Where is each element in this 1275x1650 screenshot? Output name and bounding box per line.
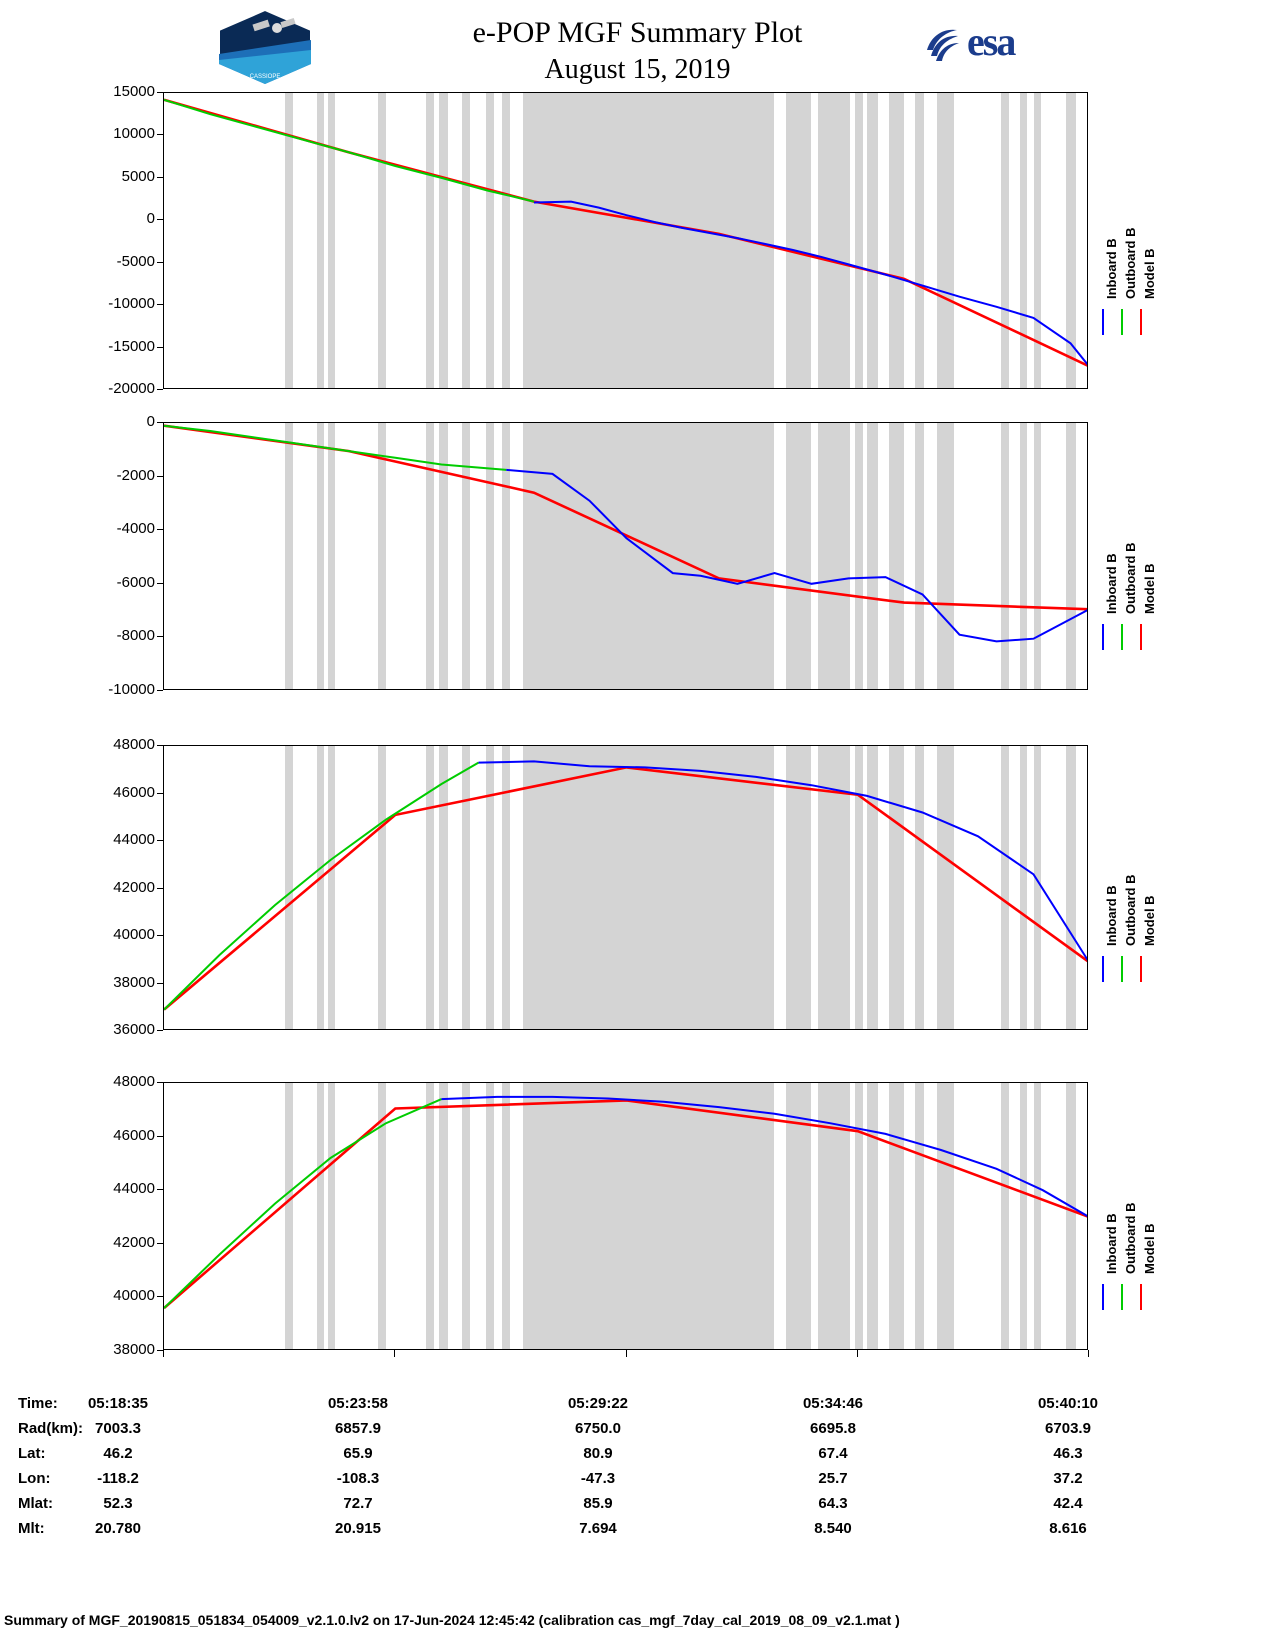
esa-swirl-icon <box>925 24 967 64</box>
table-cell: 46.2 <box>103 1445 133 1462</box>
y-axis-tick <box>157 389 163 390</box>
table-cell: 05:34:46 <box>802 1395 864 1412</box>
y-axis-tick-label: 46000 <box>113 783 155 801</box>
y-axis-tick-label: -5000 <box>116 252 155 270</box>
legend-color-swatch <box>1140 956 1142 982</box>
y-axis-tick-label: -10000 <box>108 295 155 313</box>
y-axis-tick <box>157 983 163 984</box>
legend-label: Outboard B <box>1123 874 1138 946</box>
table-cell: 52.3 <box>103 1495 133 1512</box>
legend-color-swatch <box>1102 309 1104 335</box>
legend-color-swatch <box>1121 956 1123 982</box>
table-cell: 6703.9 <box>1045 1420 1091 1437</box>
y-axis-tick-label: 44000 <box>113 1180 155 1198</box>
y-axis-tick-label: 36000 <box>113 1021 155 1038</box>
y-axis-tick-label: 38000 <box>113 973 155 991</box>
plot-panel-0 <box>163 92 1088 389</box>
table-cell: 05:40:10 <box>1037 1395 1099 1412</box>
y-axis-tick-label: 10000 <box>113 125 155 143</box>
svg-text:CASSIOPE: CASSIOPE <box>249 74 281 80</box>
legend-label: Outboard B <box>1123 227 1138 299</box>
y-axis-tick-label: 15000 <box>113 83 155 100</box>
legend-color-swatch <box>1140 624 1142 650</box>
title-line-2: August 15, 2019 <box>544 53 731 85</box>
legend-color-swatch <box>1102 1284 1104 1310</box>
table-cell: 05:23:58 <box>327 1395 389 1412</box>
trace-group <box>164 1083 1087 1349</box>
table-cell: 25.7 <box>818 1470 848 1487</box>
table-row <box>18 1520 1178 1545</box>
y-axis-tick-label: -20000 <box>108 380 155 397</box>
y-axis-tick <box>157 92 163 93</box>
table-cell: 72.7 <box>343 1495 373 1512</box>
y-axis-tick-label: -4000 <box>116 520 155 538</box>
legend-label: Model B <box>1142 1223 1157 1274</box>
y-axis-tick-label: -10000 <box>108 681 155 698</box>
plot-area <box>164 1083 1087 1349</box>
table-row <box>18 1395 1178 1420</box>
series-model-b <box>164 767 1087 1009</box>
y-axis-tick <box>157 476 163 477</box>
y-axis-tick-label: -8000 <box>116 627 155 645</box>
table-cell: 8.616 <box>1049 1520 1087 1537</box>
y-axis-tick-label: 42000 <box>113 878 155 896</box>
y-axis-tick-label: 42000 <box>113 1233 155 1251</box>
y-axis-tick <box>157 1296 163 1297</box>
table-cell: 85.9 <box>583 1495 613 1512</box>
page-title <box>0 14 1275 87</box>
y-axis-tick <box>157 583 163 584</box>
table-row <box>18 1495 1178 1520</box>
legend-label: Outboard B <box>1123 542 1138 614</box>
y-axis-tick <box>157 1243 163 1244</box>
legend-color-swatch <box>1121 1284 1123 1310</box>
y-axis-tick <box>157 1136 163 1137</box>
y-axis-tick-label: 40000 <box>113 1287 155 1305</box>
x-axis-tick <box>626 1350 627 1357</box>
esa-logo <box>925 19 1045 68</box>
legend-label: Outboard B <box>1123 1202 1138 1274</box>
x-axis-tick <box>1088 1350 1089 1357</box>
y-axis-tick <box>157 1082 163 1083</box>
series-outboard-b <box>164 763 479 1010</box>
series-outboard-b <box>164 426 506 470</box>
y-axis-tick <box>157 177 163 178</box>
table-cell: 37.2 <box>1053 1470 1083 1487</box>
legend-color-swatch <box>1102 956 1104 982</box>
table-cell: 6750.0 <box>575 1420 621 1437</box>
series-model-b <box>164 1100 1087 1308</box>
table-cell: 46.3 <box>1053 1445 1083 1462</box>
table-cell: -118.2 <box>97 1470 139 1487</box>
y-axis-tick <box>157 529 163 530</box>
legend-label: Inboard B <box>1104 884 1119 946</box>
y-axis-tick <box>157 888 163 889</box>
y-axis-tick <box>157 1189 163 1190</box>
table-cell: 05:18:35 <box>87 1395 149 1412</box>
table-cell: -108.3 <box>336 1470 380 1487</box>
y-axis-tick-label: 48000 <box>113 1073 155 1090</box>
footer-summary: Summary of MGF_20190815_051834_054009_v2.1.0.lv2 on 17-Jun-2024 12:45:42 (calibration cas_mgf_7day_cal_2019_08_09_v2.1.mat ) <box>4 1612 900 1628</box>
y-axis-tick <box>157 219 163 220</box>
table-cell: 65.9 <box>343 1445 373 1462</box>
y-axis-tick-label: 0 <box>146 210 155 228</box>
legend-label: Model B <box>1142 247 1157 299</box>
y-axis-tick <box>157 745 163 746</box>
table-row <box>18 1420 1178 1445</box>
table-row <box>18 1470 1178 1495</box>
series-inboard-b <box>479 761 1088 962</box>
esa-wordmark: esa <box>967 19 1015 64</box>
y-axis-tick <box>157 690 163 691</box>
x-axis-tick <box>394 1350 395 1357</box>
trace-group <box>164 93 1087 388</box>
legend-label: Inboard B <box>1104 1213 1119 1274</box>
y-axis-tick-label: -2000 <box>116 466 155 484</box>
series-inboard-b <box>442 1097 1088 1217</box>
plot-panel-3 <box>163 1082 1088 1350</box>
y-axis-tick-label: 48000 <box>113 736 155 753</box>
table-row-label: Mlat: <box>18 1495 53 1512</box>
table-cell: 67.4 <box>818 1445 848 1462</box>
cassiope-mission-logo-icon <box>215 8 315 86</box>
y-axis-tick-label: -15000 <box>108 337 155 355</box>
table-cell: -47.3 <box>580 1470 616 1487</box>
legend-label: Inboard B <box>1104 237 1119 299</box>
y-axis-tick <box>157 422 163 423</box>
title-line-1: e-POP MGF Summary Plot <box>472 16 803 49</box>
y-axis-tick <box>157 636 163 637</box>
table-row-label: Time: <box>18 1395 58 1412</box>
y-axis-tick <box>157 840 163 841</box>
y-axis-tick <box>157 262 163 263</box>
ephemeris-table <box>18 1395 1178 1545</box>
trace-group <box>164 423 1087 689</box>
legend-color-swatch <box>1121 309 1123 335</box>
table-row-label: Mlt: <box>18 1520 45 1537</box>
x-axis-tick <box>857 1350 858 1357</box>
table-cell: 6695.8 <box>810 1420 856 1437</box>
table-cell: 20.780 <box>95 1520 141 1537</box>
legend-color-swatch <box>1102 624 1104 650</box>
x-axis-tick <box>163 1350 164 1357</box>
series-inboard-b <box>534 202 1087 367</box>
legend-label: Inboard B <box>1104 553 1119 614</box>
table-cell: 6857.9 <box>335 1420 381 1437</box>
y-axis-tick-label: -6000 <box>116 573 155 591</box>
series-inboard-b <box>506 470 1087 642</box>
legend-color-swatch <box>1140 309 1142 335</box>
trace-group <box>164 746 1087 1029</box>
plot-area <box>164 93 1087 388</box>
plot-area <box>164 423 1087 689</box>
y-axis-tick <box>157 793 163 794</box>
table-cell: 80.9 <box>583 1445 613 1462</box>
y-axis-tick <box>157 304 163 305</box>
y-axis-tick-label: 44000 <box>113 831 155 848</box>
legend-label: Model B <box>1142 894 1157 946</box>
table-cell: 8.540 <box>814 1520 852 1537</box>
series-model-b <box>164 426 1087 610</box>
y-axis-tick <box>157 935 163 936</box>
table-row <box>18 1445 1178 1470</box>
y-axis-tick-label: 46000 <box>113 1126 155 1144</box>
y-axis-tick-label: 40000 <box>113 926 155 943</box>
table-cell: 64.3 <box>818 1495 848 1512</box>
table-cell: 7.694 <box>579 1520 617 1537</box>
y-axis-tick <box>157 1030 163 1031</box>
table-row-label: Lat: <box>18 1445 46 1462</box>
legend-color-swatch <box>1121 624 1123 650</box>
plot-panel-1 <box>163 422 1088 690</box>
plot-area <box>164 746 1087 1029</box>
table-cell: 20.915 <box>335 1520 381 1537</box>
legend-label: Model B <box>1142 563 1157 614</box>
legend-color-swatch <box>1140 1284 1142 1310</box>
table-cell: 42.4 <box>1053 1495 1083 1512</box>
plot-panel-2 <box>163 745 1088 1030</box>
table-cell: 05:29:22 <box>567 1395 629 1412</box>
y-axis-tick <box>157 134 163 135</box>
table-cell: 7003.3 <box>95 1420 141 1437</box>
series-outboard-b <box>164 1099 442 1308</box>
table-row-label: Rad(km): <box>18 1420 84 1437</box>
table-row-label: Lon: <box>18 1470 51 1487</box>
y-axis-tick-label: 38000 <box>113 1341 155 1358</box>
y-axis-tick-label: 0 <box>146 413 155 430</box>
y-axis-tick <box>157 347 163 348</box>
y-axis-tick-label: 5000 <box>121 167 155 185</box>
